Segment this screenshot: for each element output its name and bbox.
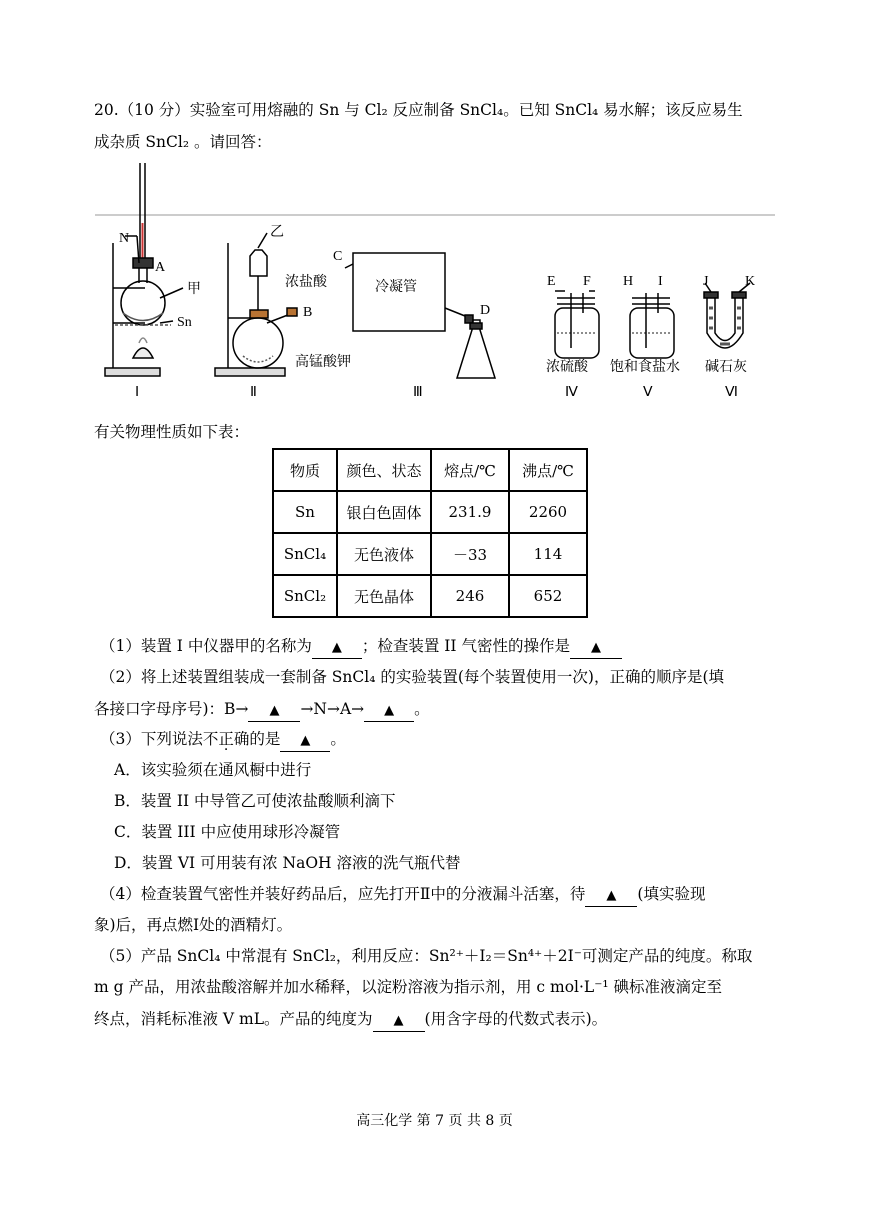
option-d: D．装置 VI 可用装有浓 NaOH 溶液的洗气瓶代替 [114,854,461,872]
table-cell: 银白色固体 [337,491,431,533]
answer-blank[interactable]: ▲ [373,1011,425,1032]
table-header: 物质 [273,449,337,491]
table-cell: 246 [431,575,509,617]
answer-blank[interactable]: ▲ [364,701,414,722]
part-1-text-a: （1）装置 I 中仪器甲的名称为 [100,637,312,655]
part-2-text-b: →N→A→ [300,700,365,718]
part-2-text-c: 。 [414,700,430,718]
label-I: I [658,274,663,289]
table-cell: SnCl₂ [273,575,337,617]
label-K: K [745,274,756,289]
label-h2so4: 浓硫酸 [546,359,588,375]
table-cell: 231.9 [431,491,509,533]
table-row [273,533,587,575]
label-J: J [703,274,709,289]
apparatus-5 [630,293,674,358]
label-A: A [155,260,166,275]
roman-1: Ⅰ [135,385,140,400]
apparatus-figure [95,158,775,408]
question-title-line-1: 20.（10 分）实验室可用熔融的 Sn 与 Cl₂ 反应制备 SnCl₄。已知 SnCl₄ 易水解；该反应易生 [94,101,743,119]
part-1 [100,636,622,659]
part-2-text-a: 各接口字母序号)：B→ [94,700,249,718]
part-5-line-1: （5）产品 SnCl₄ 中常混有 SnCl₂，利用反应：Sn²⁺＋I₂＝Sn⁴⁺＋2I⁻可测定产品的纯度。称取 [100,947,753,965]
part-2-line-2 [94,699,430,722]
table-cell: －33 [431,533,509,575]
label-sodalime: 碱石灰 [705,359,747,375]
label-acid: 浓盐酸 [285,274,327,290]
label-E: E [547,274,556,289]
table-cell: 无色液体 [337,533,431,575]
label-N: N [119,231,130,246]
roman-6: Ⅵ [725,385,738,400]
answer-blank[interactable]: ▲ [312,638,362,659]
roman-4: Ⅳ [565,385,578,400]
table-header: 颜色、状态 [337,449,431,491]
part-4-line-1 [100,884,705,907]
option-b: B．装置 II 中导管乙可使浓盐酸顺利滴下 [114,792,396,810]
part-3-text-b: 的是 [249,730,281,748]
part-3 [100,729,346,752]
answer-blank[interactable]: ▲ [280,731,330,752]
label-yi: 乙 [270,224,284,240]
label-condenser: 冷凝管 [375,279,417,295]
table-intro: 有关物理性质如下表： [94,423,250,441]
part-5-line-3 [94,1009,607,1032]
part-5-line-2: m g 产品，用浓盐酸溶解并加水稀释，以淀粉溶液为指示剂，用 c mol·L⁻¹ 碘标准液滴定至 [94,978,723,996]
table-cell: Sn [273,491,337,533]
table-cell: 652 [509,575,587,617]
option-a: A．该实验须在通风橱中进行 [114,761,312,779]
label-C: C [333,249,343,264]
part-3-text-c: 。 [330,730,346,748]
table-header: 熔点/℃ [431,449,509,491]
roman-2: Ⅱ [250,385,257,400]
answer-blank[interactable]: ▲ [585,886,637,907]
table-header: 沸点/℃ [509,449,587,491]
part-4-line-2: 象)后，再点燃Ⅰ处的酒精灯。 [94,916,293,934]
part-3-text-a: （3）下列说法 [100,730,203,748]
answer-blank[interactable]: ▲ [248,701,300,722]
label-H: H [623,274,634,289]
table-cell: 无色晶体 [337,575,431,617]
apparatus-4 [555,291,599,358]
label-jia: 甲 [187,281,201,297]
roman-3: Ⅲ [413,385,423,400]
label-kmno4: 高锰酸钾 [295,354,351,370]
table-row [273,575,587,617]
option-c: C．装置 III 中应使用球形冷凝管 [114,823,341,841]
table-row [273,491,587,533]
part-1-text-b: ；检查装置 II 气密性的操作是 [361,637,570,655]
emphasis-text: 不正确 [202,730,250,748]
apparatus-1 [105,163,183,376]
question-title-line-2: 成杂质 SnCl₂ 。请回答： [94,133,272,151]
table-cell: SnCl₄ [273,533,337,575]
page-footer: 高三化学 第 7 页 共 8 页 [356,1113,513,1129]
part-4-text-a: （4）检查装置气密性并装好药品后，应先打开Ⅱ中的分液漏斗活塞，待 [100,885,586,903]
apparatus-3 [345,253,495,378]
properties-table [272,448,588,618]
label-Sn: Sn [177,315,192,330]
label-brine: 饱和食盐水 [610,359,680,375]
apparatus-2 [215,233,297,376]
part-5-text-a: 终点，消耗标准液 V mL。产品的纯度为 [94,1010,373,1028]
label-B: B [303,305,313,320]
part-2-line-1: （2）将上述装置组装成一套制备 SnCl₄ 的实验装置(每个装置使用一次)，正确的顺序是(填 [100,668,724,686]
part-5-text-b: (用含字母的代数式表示)。 [424,1010,608,1028]
label-D: D [480,303,491,318]
apparatus-6 [704,283,750,348]
roman-5: Ⅴ [643,385,653,400]
table-cell: 114 [509,533,587,575]
answer-blank[interactable]: ▲ [570,638,622,659]
table-header-row [273,449,587,491]
label-F: F [583,274,591,289]
part-4-text-b: (填实验现 [637,885,706,903]
table-cell: 2260 [509,491,587,533]
